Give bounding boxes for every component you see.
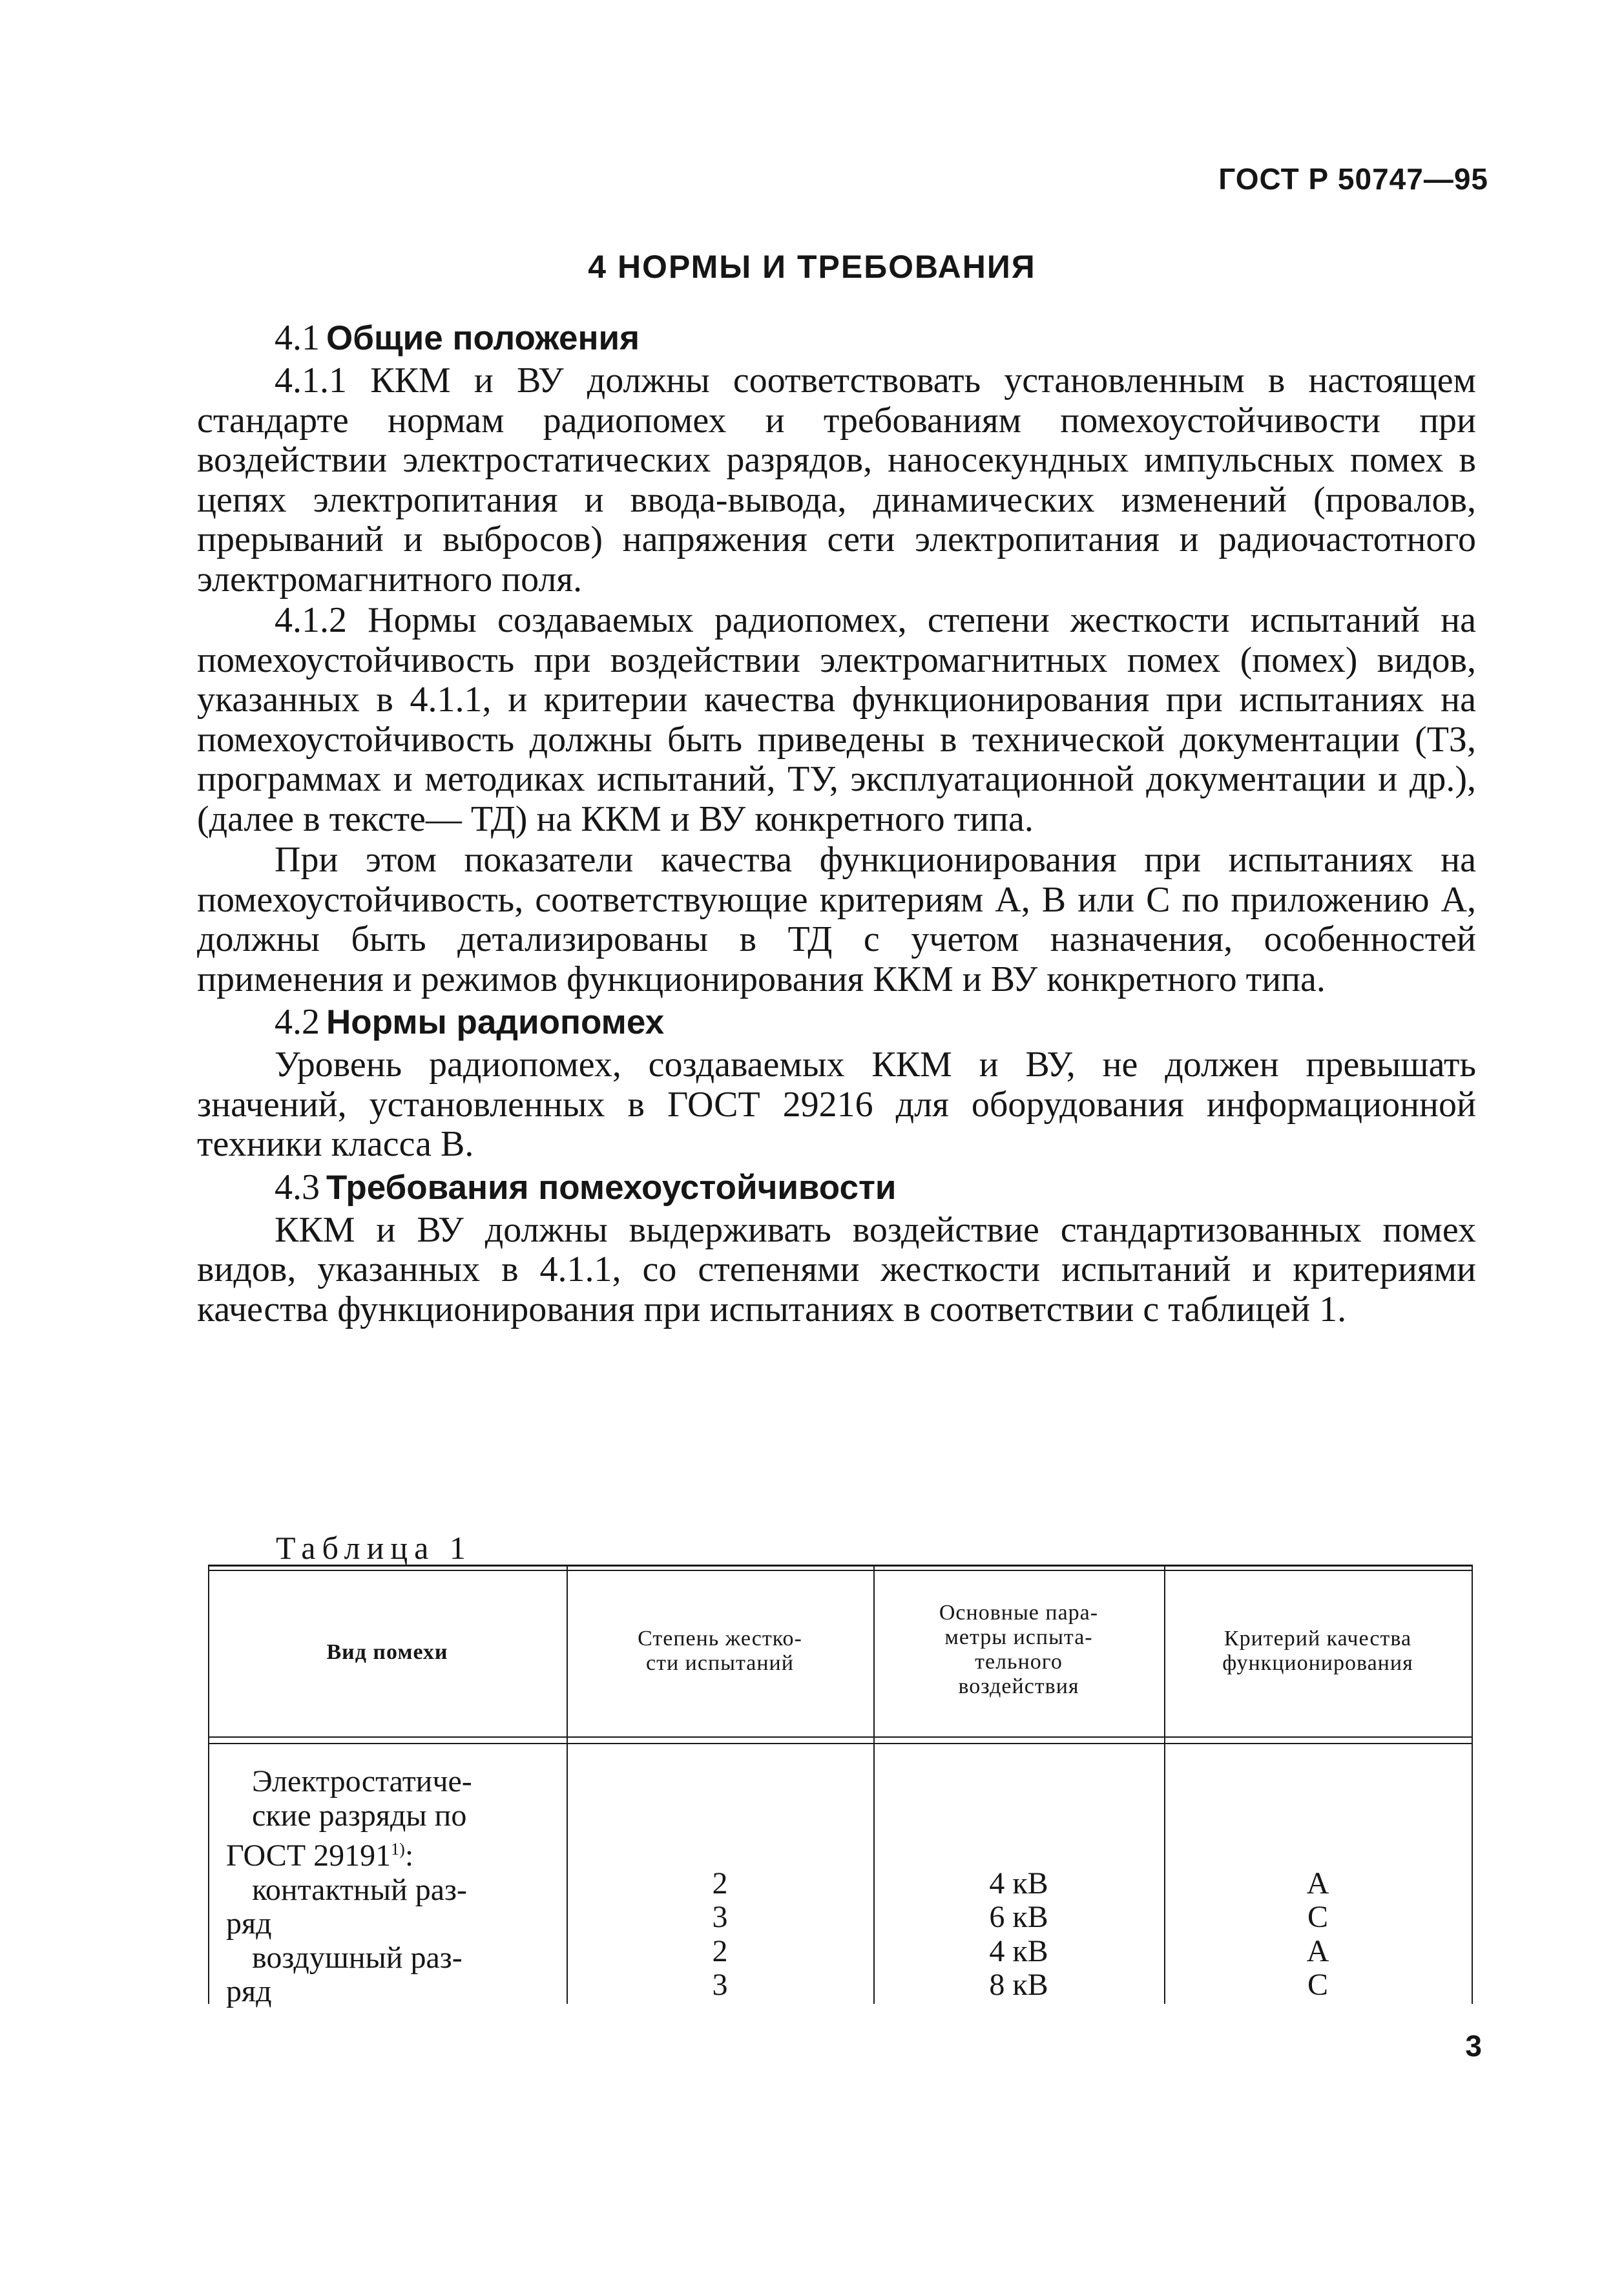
table-top-rule (208, 1565, 1473, 1567)
section-title: 4 НОРМЫ И ТРЕБОВАНИЯ (588, 249, 1036, 285)
table-top-rule-inner (208, 1570, 1473, 1571)
header-criterion (1164, 1627, 1472, 1676)
paragraph-4-1-2: 4.1.2 Нормы создаваемых радиопомех, степени жесткости испытаний на помехоустойчивость при воздействии электромагнитных помех (помех) видов, указанных в 4.1.1, и критерии качества функционирования при испытаниях на помехоустойчивость должны быть приведены в технической документации (ТЗ, программах и методиках испытаний, ТУ, эксплуатационной документации и др.), (далее в тексте— ТД) на ККМ и ВУ конкретного типа. (197, 600, 1476, 839)
parameter-values (873, 1765, 1164, 2003)
cell-line: воздушный раз- (252, 1940, 463, 1975)
paragraph-4-1-1: 4.1.1 ККМ и ВУ должны соответствовать установленным в настоящем стандарте нормам радиопомех и требованиям помехоустойчивости при воздействии электростатических разрядов, наносекундных импульсных помех в цепях электропитания и ввода-вывода, динамических изменений (провалов, прерываний и выбросов) напряжения сети электропитания и радиочастотного электромагнитного поля. (197, 360, 1476, 599)
header-line: Критерий качества (1223, 1627, 1412, 1651)
cell-line: контактный раз- (252, 1872, 467, 1907)
subsection-number: 4.2 (275, 1002, 320, 1042)
table-cell: 8 кВ (989, 1968, 1048, 2002)
paragraph-quality-indicators: При этом показатели качества функционирования при испытаниях на помехоустойчивость, соответствующие критериям А, В или С по приложению А, должны быть детализированы в ТД с учетом назначения, особенностей применения и режимов функционирования ККМ и ВУ конкретного типа. (197, 840, 1476, 999)
header-line: функционирования (1222, 1651, 1413, 1675)
subsection-number: 4.3 (275, 1167, 320, 1207)
subsection-title: Нормы радиопомех (326, 1003, 665, 1041)
table-caption: Таблица 1 (276, 1530, 472, 1566)
subsection-number: 4.1 (275, 318, 320, 358)
table-cell: А (1306, 1933, 1329, 1968)
table-cell: 4 кВ (989, 1933, 1048, 1968)
page-number: 3 (1465, 2029, 1482, 2063)
body-text (197, 317, 1476, 1331)
paragraph-4-3: ККМ и ВУ должны выдерживать воздействие стандартизованных помех видов, указанных в 4.1.1, со степенями жесткости испытаний и критериями качества функционирования при испытаниях в соответствии с таблицей 1. (197, 1209, 1476, 1329)
table-1 (208, 1565, 1473, 2008)
cell-line: Электростатиче- (252, 1764, 472, 1798)
subsection-4-1-heading (197, 317, 1476, 360)
table-left-border (208, 1565, 209, 2004)
header-severity (567, 1627, 873, 1676)
spacer (873, 1765, 1164, 1867)
header-parameters (873, 1601, 1164, 1699)
table-cell: С (1307, 1968, 1328, 2002)
criterion-values (1164, 1765, 1472, 2003)
header-interference-type: Вид помехи (326, 1640, 448, 1664)
spacer (1164, 1765, 1472, 1867)
paragraph-4-2: Уровень радиопомех, создаваемых ККМ и ВУ, не должен превышать значений, установленных в ГОСТ 29216 для оборудования информационной техники класса В. (197, 1045, 1476, 1164)
table-cell: 4 кВ (989, 1866, 1048, 1901)
table-cell: 2 (712, 1933, 728, 1968)
table-cell: 3 (712, 1968, 728, 2002)
colon: : (404, 1838, 414, 1873)
table-cell: А (1306, 1866, 1329, 1901)
table-cell: С (1307, 1900, 1328, 1934)
cell-line (226, 1833, 497, 1873)
header-bottom-rule (208, 1736, 1473, 1738)
header-line: Основные пара- (939, 1601, 1099, 1625)
subsection-title: Требования помехоустойчивости (326, 1168, 897, 1207)
table-cell: 2 (712, 1866, 728, 1901)
table-cell: 3 (712, 1900, 728, 1934)
header-line: сти испытаний (646, 1651, 794, 1675)
spacer (567, 1765, 873, 1867)
severity-values (567, 1765, 873, 2003)
header-bottom-rule-inner (208, 1743, 1473, 1744)
subsection-4-3-heading (197, 1166, 1476, 1209)
cell-line: ряд (226, 1906, 272, 1941)
cell-line: ские разряды по (252, 1798, 467, 1833)
header-line: метры испыта- (944, 1625, 1093, 1649)
standard-reference: ГОСТ 29191 (226, 1838, 391, 1873)
header-line: тельного (975, 1650, 1063, 1674)
cell-line: ряд (226, 1974, 272, 2008)
subsection-4-2-heading (197, 1001, 1476, 1044)
subsection-title: Общие положения (326, 319, 640, 357)
interference-type-cell (226, 1765, 497, 2009)
table-cell: 6 кВ (989, 1900, 1048, 1934)
header-line: воздействия (958, 1674, 1079, 1698)
document-id: ГОСТ Р 50747—95 (1218, 162, 1488, 196)
footnote-marker: 1) (391, 1840, 405, 1859)
header-line: Степень жестко- (638, 1627, 802, 1651)
table-right-border (1472, 1565, 1473, 2004)
